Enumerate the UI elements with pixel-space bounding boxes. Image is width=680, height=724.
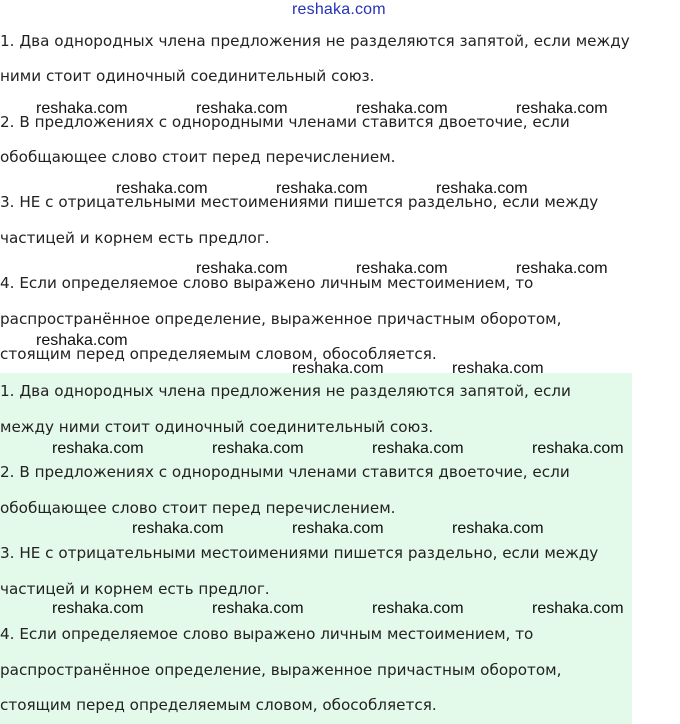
watermark: reshaka.com [532, 600, 624, 617]
watermark: reshaka.com [212, 600, 304, 617]
question-line: ними стоит одиночный соединительный союз. [0, 67, 375, 85]
watermark: reshaka.com [356, 260, 448, 277]
question-line: обобщающее слово стоит перед перечислением. [0, 148, 396, 166]
answer-line: стоящим перед определяемым словом, обособляется. [0, 696, 437, 714]
site-link[interactable]: reshaka.com [292, 1, 386, 18]
question-line: 1. Два однородных члена предложения не разделяются запятой, если между [0, 32, 630, 50]
watermark: reshaka.com [196, 260, 288, 277]
watermark: reshaka.com [36, 100, 128, 117]
watermark: reshaka.com [516, 260, 608, 277]
watermark: reshaka.com [36, 332, 128, 349]
watermark: reshaka.com [52, 600, 144, 617]
watermark: reshaka.com [452, 520, 544, 537]
question-line: распространённое определение, выраженное причастным оборотом, [0, 310, 562, 328]
answer-line: распространённое определение, выраженное причастным оборотом, [0, 661, 562, 679]
watermark: reshaka.com [212, 440, 304, 457]
question-line: 4. Если определяемое слово выражено личным местоимением, то [0, 274, 534, 292]
watermark: reshaka.com [292, 520, 384, 537]
question-line: стоящим перед определяемым словом, обособляется. [0, 345, 437, 363]
watermark: reshaka.com [356, 100, 448, 117]
watermark: reshaka.com [436, 180, 528, 197]
question-line: 2. В предложениях с однородными членами ставится двоеточие, если [0, 113, 570, 131]
question-line: частицей и корнем есть предлог. [0, 229, 270, 247]
watermark: reshaka.com [292, 360, 384, 377]
answer-line: обобщающее слово стоит перед перечислением. [0, 499, 396, 517]
answer-line: 1. Два однородных члена предложения не разделяются запятой, если [0, 382, 571, 400]
watermark: reshaka.com [372, 600, 464, 617]
answer-line: частицей и корнем есть предлог. [0, 580, 270, 598]
answer-line: 3. НЕ с отрицательными местоимениями пишется раздельно, если между [0, 544, 599, 562]
watermark: reshaka.com [516, 100, 608, 117]
watermark: reshaka.com [372, 440, 464, 457]
watermark: reshaka.com [532, 440, 624, 457]
watermark: reshaka.com [276, 180, 368, 197]
answer-line: 4. Если определяемое слово выражено личным местоимением, то [0, 625, 534, 643]
answer-line: 2. В предложениях с однородными членами ставится двоеточие, если [0, 463, 570, 481]
watermark: reshaka.com [452, 360, 544, 377]
watermark: reshaka.com [52, 440, 144, 457]
watermark: reshaka.com [132, 520, 224, 537]
watermark: reshaka.com [116, 180, 208, 197]
question-line: 3. НЕ с отрицательными местоимениями пишется раздельно, если между [0, 193, 599, 211]
watermark: reshaka.com [196, 100, 288, 117]
answer-line: между ними стоит одиночный соединительный союз. [0, 418, 434, 436]
